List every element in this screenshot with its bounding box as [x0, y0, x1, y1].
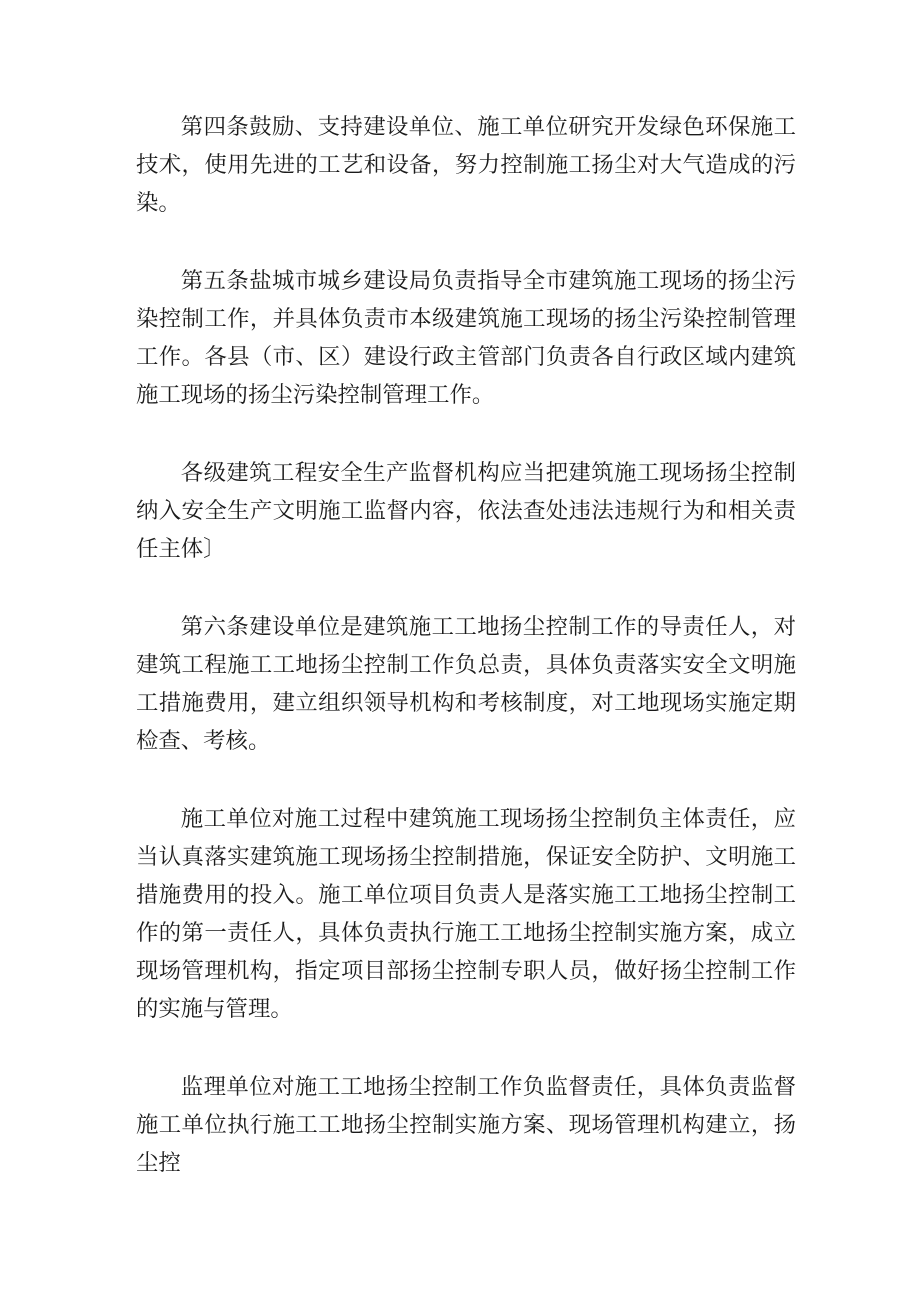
paragraph-article-5: 第五条盐城市城乡建设局负责指导全市建筑施工现场的扬尘污染控制工作，并具体负责市本级建筑施工现场的扬尘污染控制管理工作。各县（市、区）建设行政主管部门负责各自行政区域内建筑施工现场的扬尘污染控制管理工作。	[136, 268, 796, 408]
paragraph-article-6: 第六条建设单位是建筑施工工地扬尘控制工作的导责任人，对建筑工程施工工地扬尘控制工作负总责，具体负责落实安全文明施工措施费用，建立组织领导机构和考核制度，对工地现场实施定期检查、考核。	[136, 614, 796, 754]
paragraph-construction-unit: 施工单位对施工过程中建筑施工现场扬尘控制负主体责任，应当认真落实建筑施工现场扬尘控制措施，保证安全防护、文明施工措施费用的投入。施工单位项目负责人是落实施工工地扬尘控制工作的第一责任人，具体负责执行施工工地扬尘控制实施方案，成立现场管理机构，指定项目部扬尘控制专职人员，做好扬尘控制工作的实施与管理。	[136, 806, 796, 1022]
paragraph-supervision-agencies: 各级建筑工程安全生产监督机构应当把建筑施工现场扬尘控制纳入安全生产文明施工监督内容，依法查处违法违规行为和相关责任主体〕	[136, 460, 796, 562]
document-body	[136, 108, 796, 1222]
paragraph-article-4: 第四条鼓励、支持建设单位、施工单位研究开发绿色环保施工技术，使用先进的工艺和设备，努力控制施工扬尘对大气造成的污染。	[136, 114, 796, 216]
paragraph-supervision-unit: 监理单位对施工工地扬尘控制工作负监督责任，具体负责监督施工单位执行施工工地扬尘控制实施方案、现场管理机构建立，扬尘控	[136, 1074, 796, 1176]
